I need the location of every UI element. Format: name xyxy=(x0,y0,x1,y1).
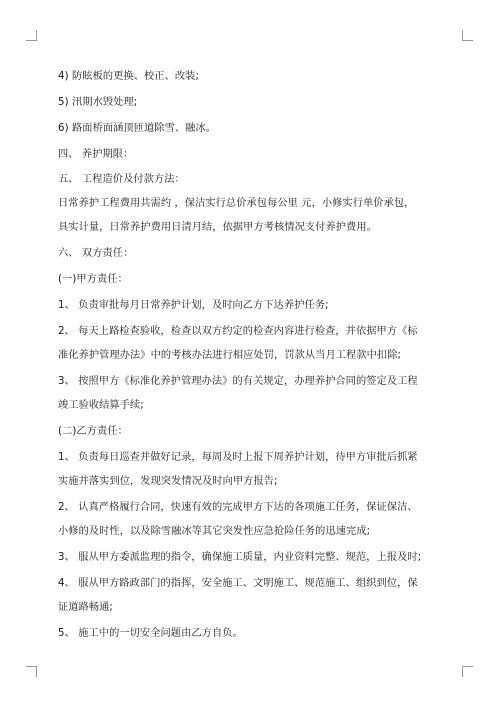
page-corner-mark-bottom-right xyxy=(462,666,473,677)
text-line: 1、 负责每日巡查并做好记录，每周及时上报下周养护计划，待甲方审批后抓紧 xyxy=(58,452,418,463)
text-line: 具实计量，日常养护费用日清月结，依据甲方考核情况支付养护费用。 xyxy=(58,222,377,233)
text-line: 5、 施工中的一切安全问题由乙方自负。 xyxy=(58,628,243,639)
text-line: 5) 汛期水毁处理; xyxy=(58,97,138,108)
page-corner-mark-bottom-left xyxy=(26,666,37,677)
text-line: 竣工验收结算手续; xyxy=(58,400,144,411)
text-line: 2、 每天上路检查验收，检查以双方约定的检查内容进行检查，并依据甲方《标 xyxy=(58,326,418,337)
text-line: 3、 按照甲方《标准化养护管理办法》的有关规定，办理养护合同的签定及工程 xyxy=(58,376,418,387)
text-line: 日常养护工程费用共需约 ，保洁实行总价承包每公里 元，小修实行单价承包， xyxy=(58,198,415,209)
text-line: 2、 认真严格履行合同，快速有效的完成甲方下达的各项施工任务，保证保洁、 xyxy=(58,502,418,513)
page-corner-mark-top-right xyxy=(462,30,473,41)
text-line: 4、 服从甲方路政部门的指挥，安全施工、文明施工、规范施工、组织到位，保 xyxy=(58,578,418,589)
subsection-heading: (二)乙方责任： xyxy=(58,426,128,437)
text-line: 3、 服从甲方委派监理的指令，确保施工质量，内业资料完整、规范，上报及时; xyxy=(58,552,422,563)
subsection-heading: (一)甲方责任： xyxy=(58,274,128,285)
text-line: 证道路畅通; xyxy=(58,602,113,613)
text-line: 准化养护管理办法》中的考核办法进行相应处罚，罚款从当月工程款中扣除; xyxy=(58,350,402,361)
section-heading: 四、 养护期限： xyxy=(58,149,134,160)
text-line: 小修的及时性，以及除雪融冰等其它突发性应急抢险任务的迅速完成; xyxy=(58,526,371,537)
text-line: 实施并落实到位，发现突发情况及时向甲方报告; xyxy=(58,476,278,487)
page-corner-mark-top-left xyxy=(26,30,37,41)
section-heading: 六、 双方责任： xyxy=(58,248,134,259)
section-heading: 五、 工程造价及付款方法： xyxy=(58,174,185,185)
text-line: 1、 负责审批每月日常养护计划，及时向乙方下达养护任务; xyxy=(58,300,329,311)
text-line: 6) 路面桥面涵顶匝道除雪、融冰。 xyxy=(58,123,217,134)
text-line: 4) 防眩板的更换、校正、改装; xyxy=(58,71,199,82)
